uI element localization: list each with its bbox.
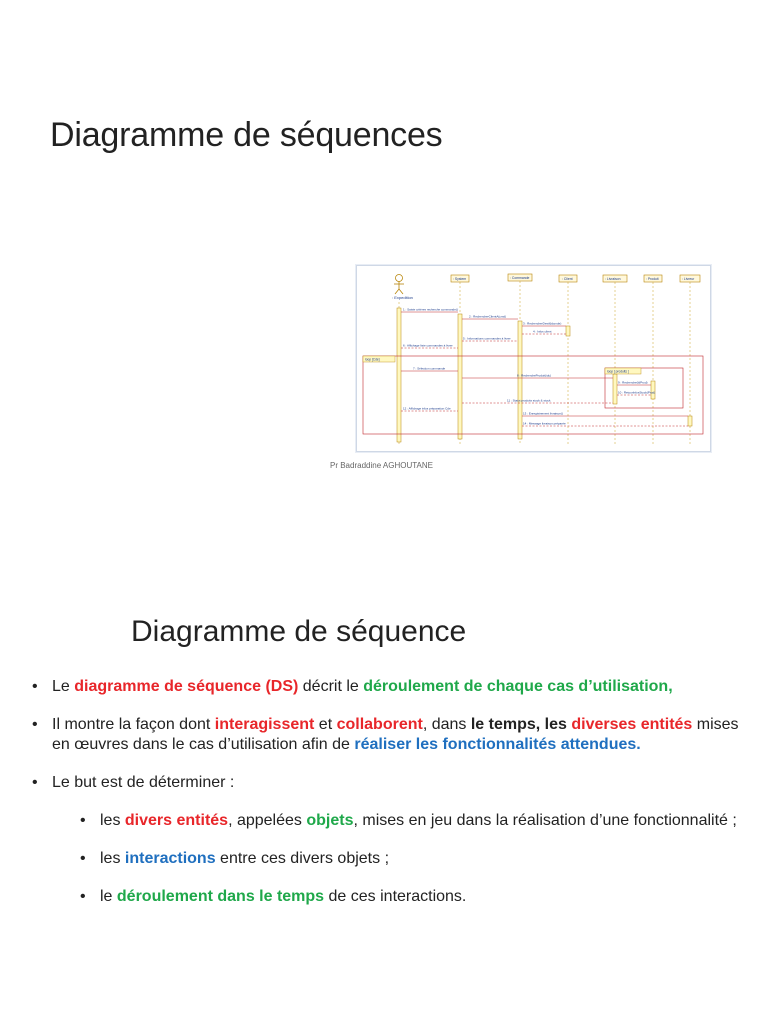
- message-label: 8 : RechercheProduit(idc): [517, 373, 552, 378]
- slide-2-title: Diagramme de séquence: [131, 615, 467, 648]
- message-label: 6 : Affichage liste commandes à livrer: [403, 343, 453, 348]
- frame-label-cde: loop [Cde]: [365, 357, 380, 362]
- highlight-term: diagramme de séquence (DS): [74, 678, 299, 695]
- message-label: 13 : Enregistrement livraison(): [523, 411, 564, 416]
- bullet-item-2: [32, 715, 752, 755]
- actor-label: : Expedition: [392, 295, 413, 300]
- sequence-diagram-svg: [357, 266, 710, 451]
- activation-system: [458, 314, 462, 439]
- highlight-term: déroulement dans le temps: [116, 888, 325, 905]
- sub-bullet-list: [80, 811, 752, 907]
- message-label: 11 : Statut produits stock & stock: [507, 398, 551, 403]
- lifeline-label-client: : Client: [562, 277, 573, 281]
- text-run: mises en œuvres dans le cas d’utilisation afin de: [52, 716, 739, 753]
- message-label: 2 : RechercherClientA(cmd): [469, 314, 507, 319]
- text-run: de ces interactions.: [324, 888, 467, 905]
- text-run: , appelées: [228, 812, 307, 829]
- slide-1-title: Diagramme de séquences: [50, 116, 443, 154]
- lifeline-label-system: : System: [453, 277, 467, 281]
- activation-livraison: [613, 374, 617, 404]
- highlight-term: interactions: [124, 850, 216, 867]
- author-caption: Pr Badraddine AGHOUTANE: [330, 461, 434, 470]
- highlight-term: divers entités: [124, 812, 229, 829]
- highlight-term: déroulement de chaque cas d’utilisation,: [363, 678, 673, 695]
- message-label: 12 : Affichage infos préparation Cde: [403, 406, 451, 411]
- highlight-term: collaborent: [336, 716, 423, 733]
- sub-bullet-item-3: [80, 887, 752, 907]
- activation-client: [566, 326, 570, 336]
- text-run: décrit le: [298, 678, 364, 695]
- bullet-item-1: [32, 677, 752, 697]
- message-label: 4 : Infos client: [533, 329, 552, 334]
- highlight-term: diverses entités: [571, 716, 693, 733]
- highlight-term: objets: [306, 812, 354, 829]
- bullet-item-3: [32, 773, 752, 907]
- message-label: 1 : Saisie critères recherche commande(): [403, 307, 458, 312]
- slide-2: [0, 560, 768, 1024]
- text-run: et: [314, 716, 337, 733]
- text-run: , dans: [422, 716, 471, 733]
- text-run: entre ces divers objets ;: [215, 850, 390, 867]
- highlight-term: interagissent: [214, 716, 315, 733]
- activation-commande: [518, 321, 522, 439]
- highlight-term: réaliser les fonctionnalités attendues.: [354, 736, 641, 753]
- message-label: 3 : RechercherDestI(idcmde): [523, 321, 562, 326]
- text-run: Il montre la façon dont: [52, 716, 215, 733]
- text-run: le: [100, 888, 117, 905]
- sub-bullet-item-2: [80, 849, 752, 869]
- activation-actor: [397, 308, 401, 442]
- activation-livreur: [688, 416, 692, 426]
- bullet-list: [32, 677, 752, 925]
- text-run: Le: [52, 678, 75, 695]
- message-label: 5 : Informations commandes à livrer: [463, 336, 511, 341]
- text-run: les: [100, 850, 125, 867]
- frame-label-produits: loop [ produits ]: [607, 369, 629, 374]
- text-run: , mises en jeu dans la réalisation d’une fonctionnalité ;: [353, 812, 737, 829]
- text-run: les: [100, 812, 125, 829]
- message-label: 14 : Message livraison préparée: [523, 421, 566, 426]
- lifeline-label-livraison: : Livraison: [605, 277, 621, 281]
- actor-icon: [394, 275, 404, 295]
- text-run: Le but est de déterminer :: [52, 774, 235, 791]
- highlight-term: le temps: [470, 716, 536, 733]
- message-label: 10 : RetourInfosStock(Prod): [618, 390, 656, 395]
- lifeline-label-commande: : Commande: [510, 276, 530, 280]
- lifeline-label-livreur: : Livreur: [682, 277, 695, 281]
- message-label: 7 : Sélection commande: [413, 366, 446, 371]
- text-run: , les: [535, 716, 572, 733]
- sequence-diagram-image: [356, 265, 711, 452]
- lifeline-label-produit: : Produit: [646, 277, 659, 281]
- sub-bullet-item-1: [80, 811, 752, 831]
- message-label: 9 : Recherche(IdProd): [618, 380, 648, 385]
